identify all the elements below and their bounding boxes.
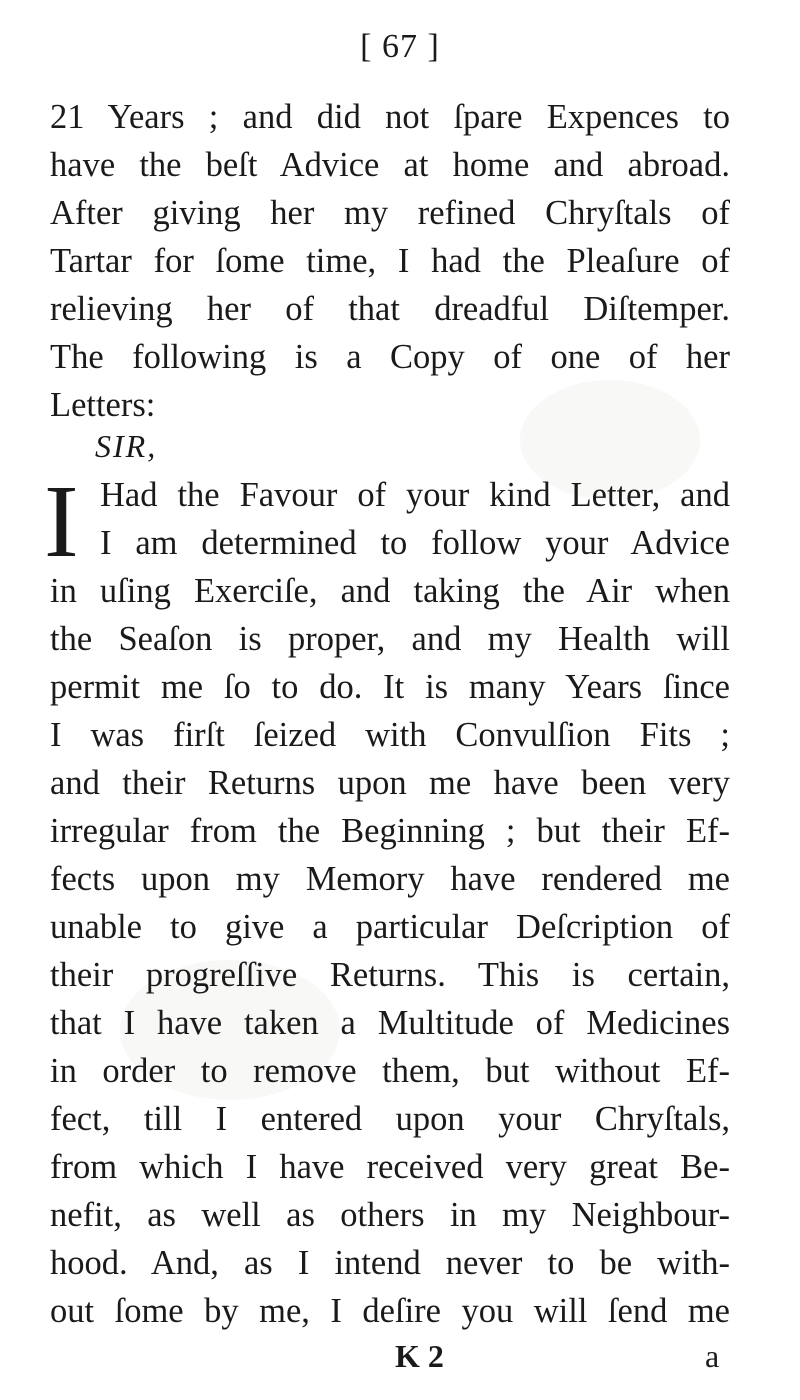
text-line: The following is a Copy of one of her: [50, 338, 730, 376]
letter-line: in uſing Exerciſe, and taking the Air when: [50, 572, 730, 610]
text-line: Tartar for ſome time, I had the Pleaſure of: [50, 242, 730, 280]
letter-line: I am determined to follow your Advice: [100, 524, 730, 562]
letter-line: hood. And, as I intend never to be with-: [50, 1244, 730, 1282]
letter-line: Had the Favour of your kind Letter, and: [100, 476, 730, 514]
letter-salutation: SIR,: [95, 428, 158, 464]
letter-line: from which I have received very great Be-: [50, 1148, 730, 1186]
page-number-header: [ 67 ]: [360, 28, 440, 65]
letter-line: the Seaſon is proper, and my Health will: [50, 620, 730, 658]
letter-line: out ſome by me, I deſire you will ſend me: [50, 1292, 730, 1330]
letter-line: irregular from the Beginning ; but their Ef-: [50, 812, 730, 850]
letter-line: fects upon my Memory have rendered me: [50, 860, 730, 898]
letter-line: that I have taken a Multitude of Medicines: [50, 1004, 730, 1042]
text-line: Letters:: [50, 386, 156, 424]
letter-line: I was firſt ſeized with Convulſion Fits ;: [50, 716, 730, 754]
letter-line: unable to give a particular Deſcription of: [50, 908, 730, 946]
catchword: a: [705, 1338, 720, 1374]
letter-line: their progreſſive Returns. This is certain,: [50, 956, 730, 994]
letter-line: permit me ſo to do. It is many Years ſince: [50, 668, 730, 706]
text-line: 21 Years ; and did not ſpare Expences to: [50, 98, 730, 136]
text-line: After giving her my refined Chryſtals of: [50, 194, 730, 232]
letter-line: and their Returns upon me have been very: [50, 764, 730, 802]
drop-cap: I: [44, 464, 79, 579]
text-line: have the beſt Advice at home and abroad.: [50, 146, 730, 184]
letter-line: fect, till I entered upon your Chryſtals,: [50, 1100, 730, 1138]
text-line: relieving her of that dreadful Diſtemper.: [50, 290, 730, 328]
signature-mark: K 2: [395, 1338, 444, 1374]
letter-line: in order to remove them, but without Ef-: [50, 1052, 730, 1090]
letter-line: nefit, as well as others in my Neighbour-: [50, 1196, 730, 1234]
